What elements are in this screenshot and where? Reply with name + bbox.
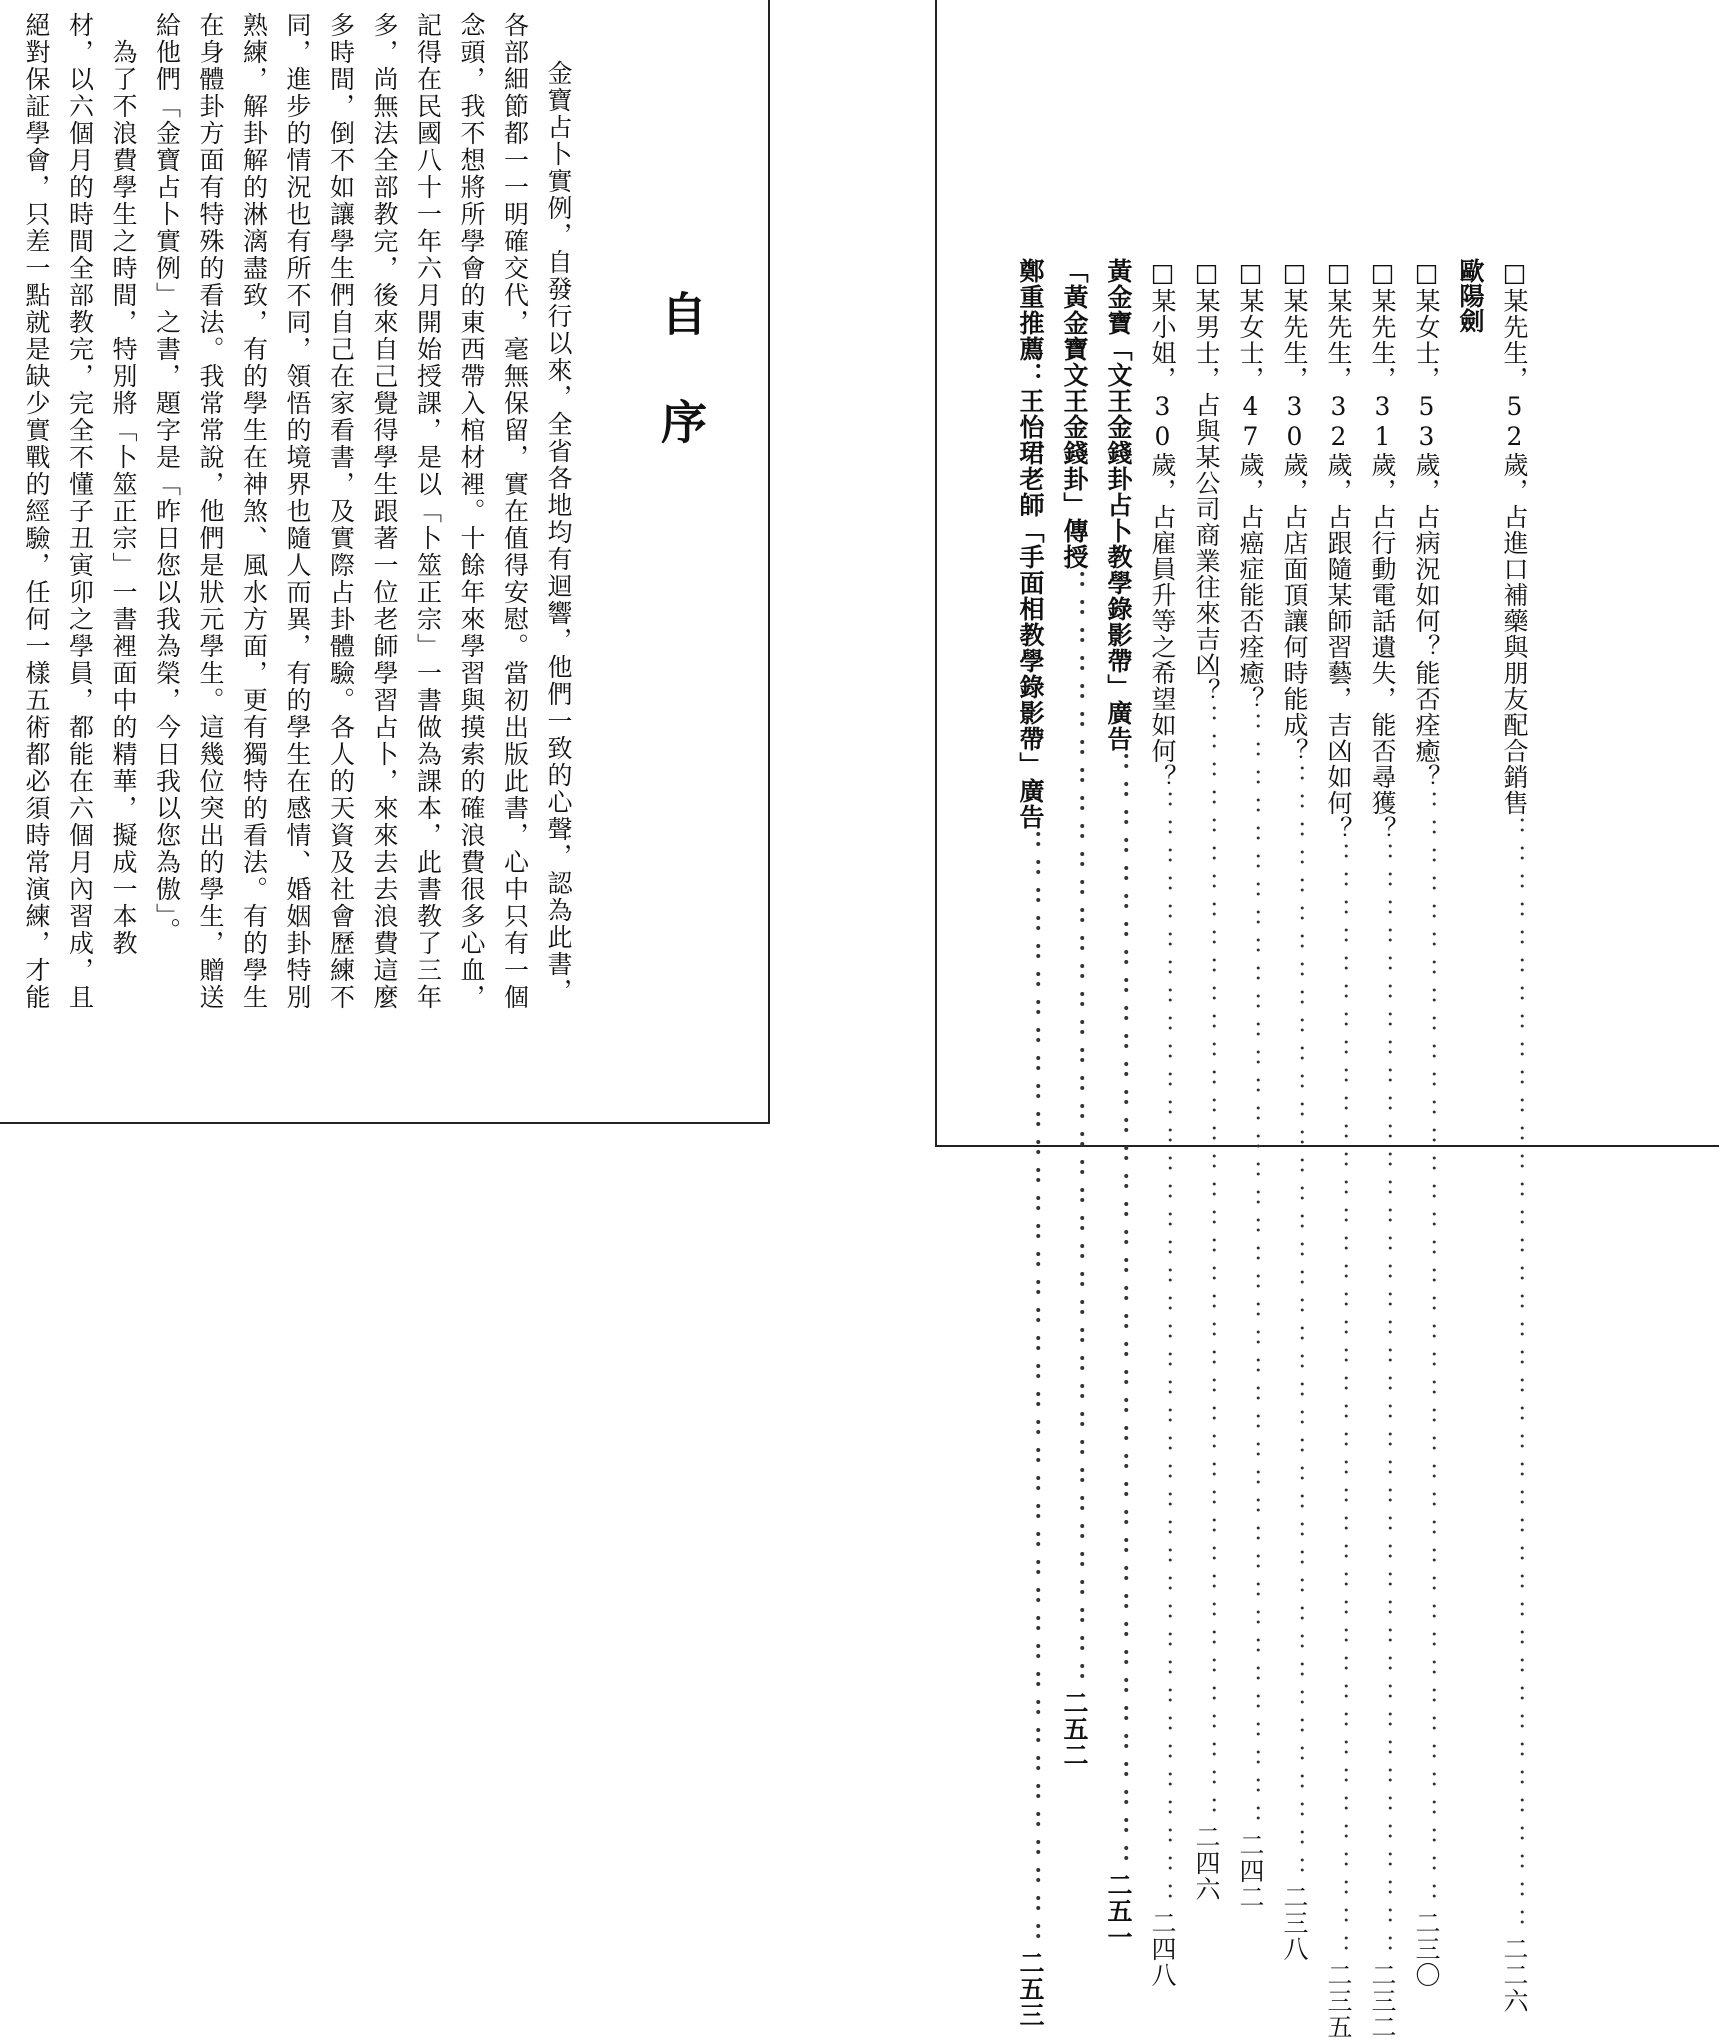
toc-dot-leader: ：：：：：：：：：：：：：：：：：：：：：：：：：：：：：：：：：：：：：：：： xyxy=(1060,570,1089,1690)
toc-entry-title: 黃金寶「文王金錢卦占卜教學錄影帶」廣告 xyxy=(1104,258,1133,752)
toc-entry xyxy=(1272,258,1316,1962)
toc-page-number: 二五二 xyxy=(1060,1690,1089,1768)
preface-column: 同，進步的情況也有所不同，領悟的境界也隨人而異，有的學生在感情、婚姻卦特別 xyxy=(283,12,312,1011)
toc-entry-title: □某小姐，30歲，占雇員升等之希望如何？ xyxy=(1148,258,1177,790)
toc-page-number: 二四八 xyxy=(1148,1910,1177,1988)
toc-entry-title: 「黃金寶文王金錢卦」傳授 xyxy=(1060,258,1089,570)
toc-entry xyxy=(1008,258,1052,2028)
toc-dot-leader: ：：：：：：：：：：：：：：：：：：：：：：：：：：：：：：：：：：：：：：：： xyxy=(1280,764,1309,1884)
toc-entry-title: □某先生，32歲，占跟隨某師習藝，吉凶如何？ xyxy=(1324,258,1353,842)
toc-page xyxy=(935,0,1719,2040)
toc-dot-leader: ：：：：：：：：：：：：：：：：：：：：：：：：：：：：：：：：：：：：：：：： xyxy=(1192,704,1221,1824)
toc-entry-title: □某女士，47歲，占癌症能否痊癒？ xyxy=(1236,258,1265,712)
preface-column: 熟練，解卦解的淋漓盡致，有的學生在神煞、風水方面，更有獨特的看法。有的學生 xyxy=(239,12,269,1011)
toc-dot-leader: ：：：：：：：：：：：：：：：：：：：：：：：：：：：：：：：：：：：：：：：： xyxy=(1148,790,1177,1910)
preface-column: 在身體卦方面有特殊的看法。我常常說，他們是狀元學生。這幾位突出的學生，贈送 xyxy=(196,12,225,1011)
toc-dot-leader: ：：：：：：：：：：：：：：：：：：：：：：：：：：：：：：：：：：：：：：：： xyxy=(1500,816,1529,1936)
toc-dot-leader: ：：：：：：：：：：：：：：：：：：：：：：：：：：：：：：：：：：：：：：：： xyxy=(1236,712,1265,1832)
toc-dot-leader: ：：：：：：：：：：：：：：：：：：：：：：：：：：：：：：：：：：：：：：：： xyxy=(1368,842,1397,1962)
toc-entry-title: □某男士，占與某公司商業往來吉凶？ xyxy=(1192,258,1221,704)
preface-column: 多時間，倒不如讓學生們自己在家看書，及實際占卦體驗。各人的天資及社會歷練不 xyxy=(326,12,356,1011)
preface-column: 記得在民國八十一年六月開始授課，是以「卜筮正宗」一書做為課本，此書教了三年 xyxy=(413,12,443,1011)
preface-column: 給他們「金寶占卜實例」之書，題字是「昨日您以我為榮，今日我以您為傲」。 xyxy=(152,12,182,945)
preface-column: 材，以六個月的時間全部教完，完全不懂子丑寅卯之學員，都能在六個月內習成，且 xyxy=(65,12,95,1011)
toc-dot-leader: ：：：：：：：：：：：：：：：：：：：：：：：：：：：：：：：：：：：：：：：： xyxy=(1016,830,1045,1950)
toc-entry-title: 鄭重推薦：王怡珺老師「手面相教學錄影帶」廣告 xyxy=(1016,258,1045,830)
toc-entry xyxy=(1140,258,1184,1988)
toc-page-number: 二二六 xyxy=(1500,1936,1529,2014)
toc-entry xyxy=(1404,258,1448,1988)
toc-author-heading: 歐陽劍 xyxy=(1456,258,1485,333)
toc-entry xyxy=(1184,258,1228,1902)
toc-entry-title: □某先生，30歲，占店面頂讓何時能成？ xyxy=(1280,258,1309,764)
toc-entry xyxy=(1228,258,1272,1910)
toc-entry xyxy=(1316,258,1360,2040)
toc-entry xyxy=(1492,258,1536,2014)
preface-column: 金寶占卜實例，自發行以來，全省各地均有迴響，他們一致的心聲，認為此書， xyxy=(544,60,573,1005)
toc-entry xyxy=(1052,258,1096,1768)
preface-title: 自序 xyxy=(654,290,708,506)
toc-dot-leader: ：：：：：：：：：：：：：：：：：：：：：：：：：：：：：：：：：：：：：：：： xyxy=(1324,842,1353,1962)
toc-entry-title: □某先生，52歲，占進口補藥與朋友配合銷售 xyxy=(1500,258,1529,816)
toc-dot-leader: ：：：：：：：：：：：：：：：：：：：：：：：：：：：：：：：：：：：：：：：： xyxy=(1104,752,1133,1872)
toc-page-number: 二三五 xyxy=(1324,1962,1353,2040)
preface-column: 多，尚無法全部教完，後來自己覺得學生跟著一位老師學習占卜，來來去去浪費這麼 xyxy=(370,12,399,1011)
toc-entry-title: □某先生，31歲，占行動電話遺失，能否尋獲？ xyxy=(1368,258,1397,842)
toc-page-number: 二五一 xyxy=(1104,1872,1133,1950)
toc-page-number: 二三〇 xyxy=(1412,1910,1441,1988)
preface-column: 為了不浪費學生之時間，特別將「卜筮正宗」一書裡面中的精華，擬成一本教 xyxy=(109,12,138,957)
preface-column: 念頭，我不想將所學會的東西帶入棺材裡。十餘年來學習與摸索的確浪費很多心血， xyxy=(457,12,486,1011)
toc-page-number: 二四六 xyxy=(1192,1824,1221,1902)
toc-dot-leader: ：：：：：：：：：：：：：：：：：：：：：：：：：：：：：：：：：：：：：：：： xyxy=(1412,790,1441,1910)
toc-page-number: 二三二 xyxy=(1368,1962,1397,2040)
toc-page-number: 二三八 xyxy=(1280,1884,1309,1962)
toc-entry-title: □某女士，53歲，占病況如何？能否痊癒？ xyxy=(1412,258,1441,790)
toc-entry xyxy=(1096,258,1140,1950)
preface-column: 各部細節都一一明確交代，毫無保留，實在值得安慰。當初出版此書，心中只有一個 xyxy=(500,12,530,1011)
preface-page xyxy=(0,0,770,1124)
toc-entry xyxy=(1360,258,1404,2040)
toc-page-number: 二四二 xyxy=(1236,1832,1265,1910)
toc-page-number: 二五三 xyxy=(1016,1950,1045,2028)
preface-column: 絕對保証學會，只差一點就是缺少實戰的經驗，任何一樣五術都必須時常演練，才能 xyxy=(22,12,51,1011)
